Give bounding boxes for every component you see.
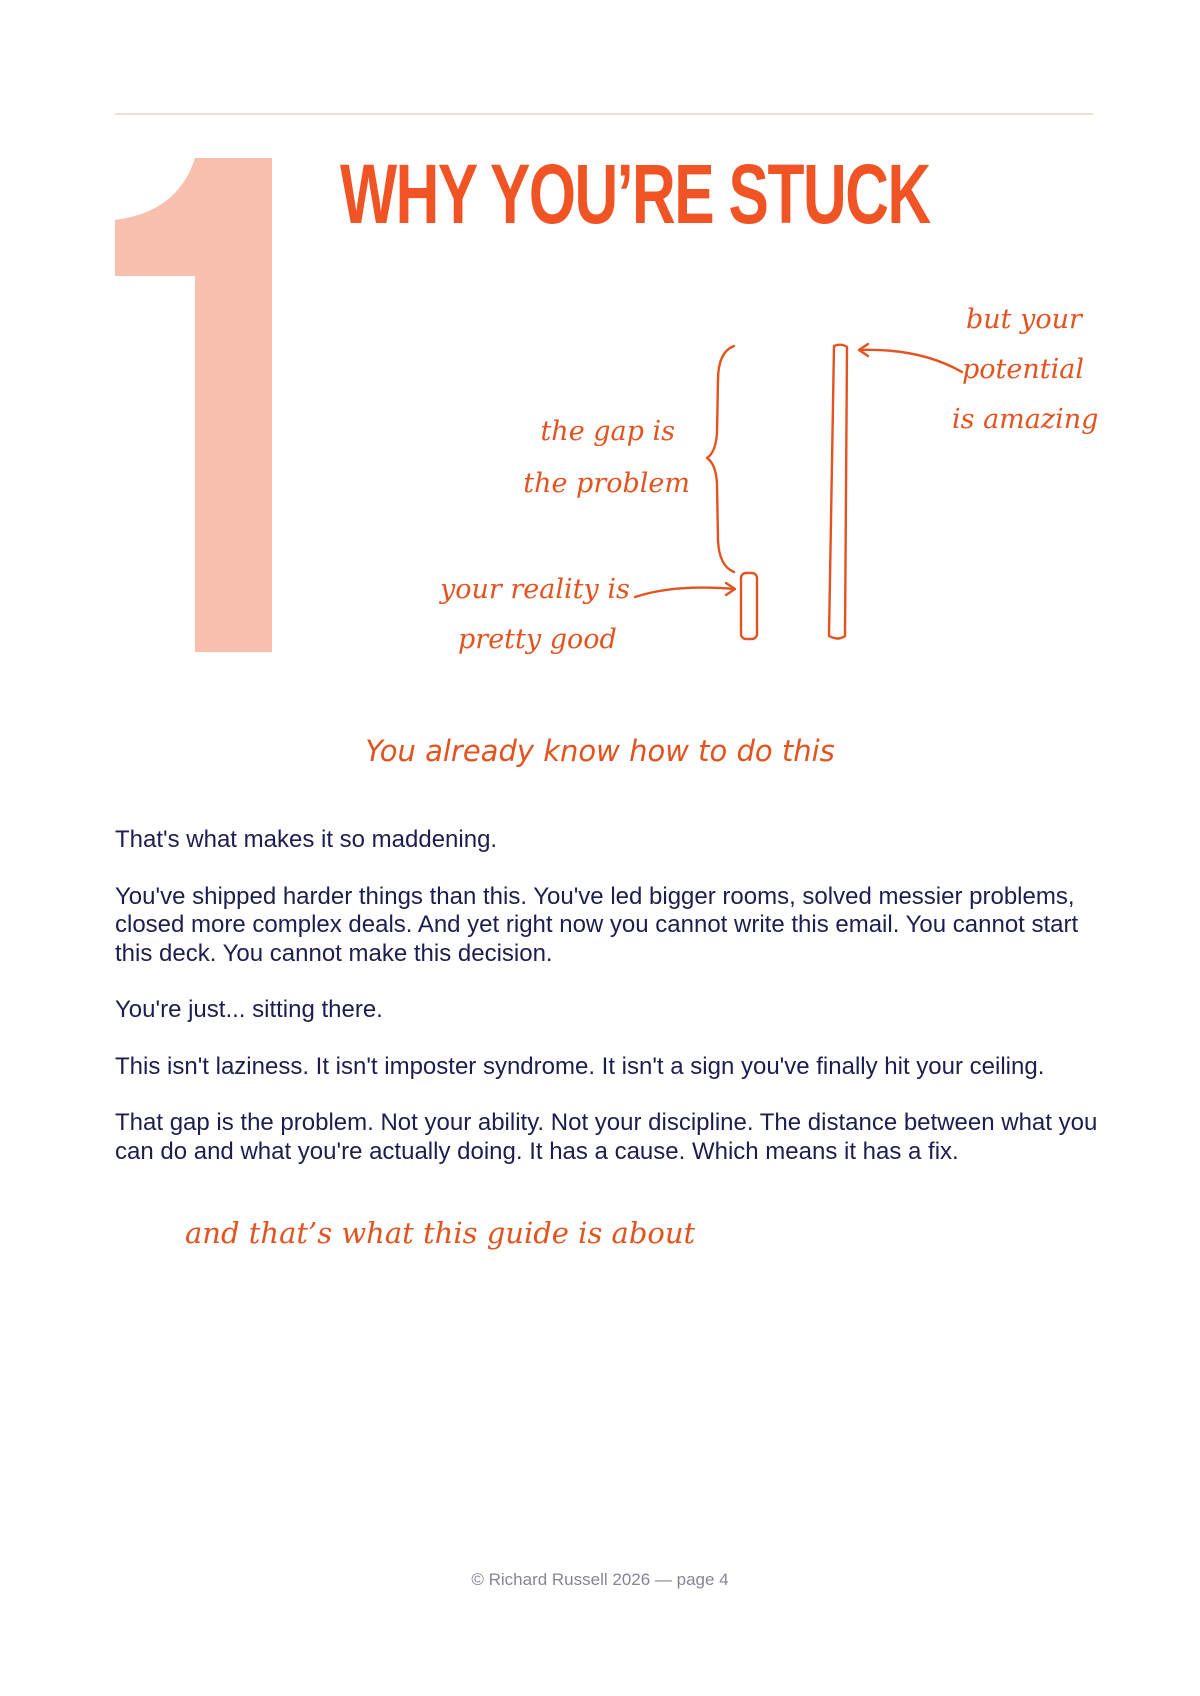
potential-arrow — [860, 350, 962, 372]
body-paragraph: This isn't laziness. It isn't imposter syndrome. It isn't a sign you've finally hit your ceiling. — [115, 1052, 1045, 1080]
chapter-title: WHY YOU’RE STUCK — [340, 147, 930, 241]
body-paragraph: That gap is the problem. Not your ability. Not your discipline. The distance between what you can do and what you're actually doing. It has a cause. Which means it has a fix. — [115, 1109, 1098, 1165]
reality-label-line-2: pretty good — [458, 624, 617, 655]
gap-diagram — [0, 0, 1200, 700]
gap-brace — [707, 346, 734, 572]
potential-label-line-3: is amazing — [952, 404, 1099, 435]
body-paragraph: You've shipped harder things than this. You've led bigger rooms, solved messier problems, closed more complex deals. And yet right now you cannot write this email. You cannot start this deck. You cannot make this decision. — [115, 882, 1079, 967]
potential-bar — [829, 345, 847, 639]
body-paragraph: You're just... sitting there. — [115, 996, 383, 1023]
potential-label-line-2: potential — [962, 354, 1084, 385]
potential-label-line-1: but your — [966, 304, 1082, 335]
gap-label-line-1: the gap is — [540, 416, 675, 447]
gap-label-line-2: the problem — [523, 468, 690, 499]
chapter-subtitle: You already know how to do this — [365, 734, 835, 768]
reality-label-line-1: your reality is — [440, 574, 630, 605]
page-footer: © Richard Russell 2026 — page 4 — [471, 1570, 729, 1589]
closing-handwritten-note: and that’s what this guide is about — [185, 1216, 696, 1250]
reality-arrow — [635, 588, 734, 597]
reality-bar — [741, 573, 757, 639]
body-paragraph: That's what makes it so maddening. — [115, 826, 498, 853]
body-text — [115, 826, 1100, 1166]
